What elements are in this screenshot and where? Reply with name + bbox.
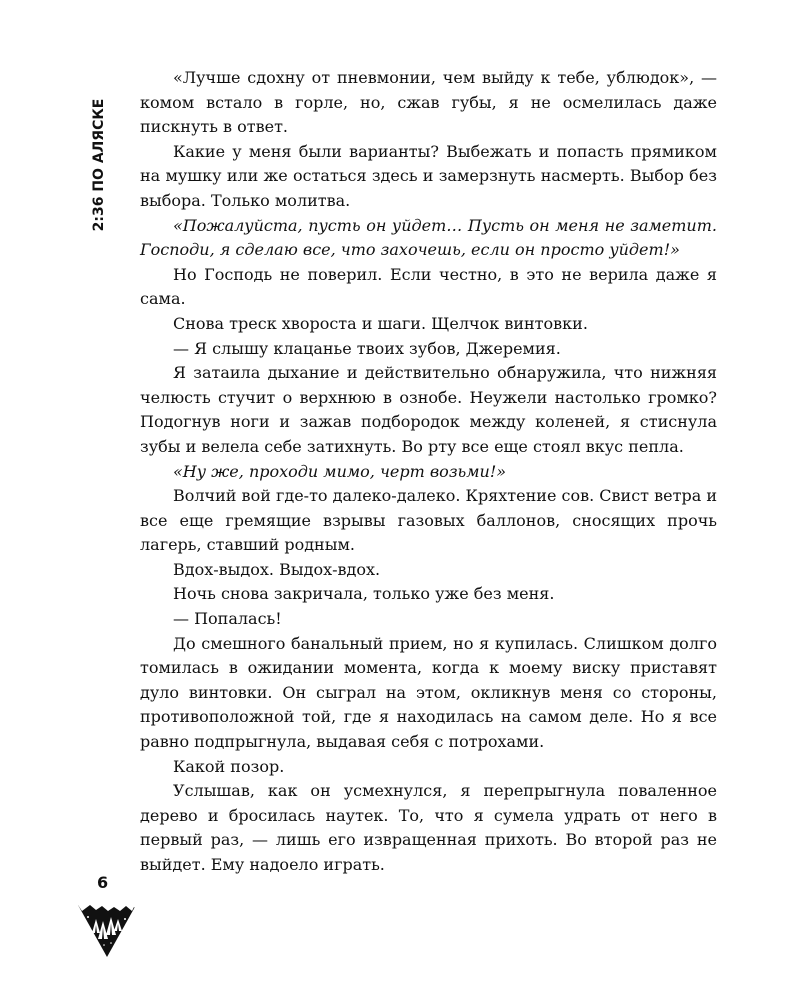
dialogue-line: — Я слышу клацанье твоих зубов, Джеремия. (173, 338, 561, 358)
paragraph: Ночь снова закричала, только уже без меня. (173, 584, 555, 604)
paragraph: Вдох-выдох. Выдох-вдох. (173, 559, 381, 579)
body-text (140, 66, 717, 878)
paragraph: До смешного банальный прием, но я купилась. Слишком долго томилась в ожидании момента, когда к моему виску приставят дуло винтовки. Он сыграл на этом, окликнув меня со стороны, противоположной той, где я находилась на самом деле. Но я все равно подпрыгнула, выдавая себя с потрохами. (140, 633, 717, 752)
paragraph: Волчий вой где-то далеко-далеко. Кряхтение сов. Свист ветра и все еще гремящие взрывы газовых баллонов, сносящих прочь лагерь, ставший родным. (140, 486, 717, 555)
paragraph-italic: «Пожалуйста, пусть он уйдет… Пусть он меня не заметит. Господи, я сделаю все, что захочешь, если он просто уйдет!» (140, 215, 717, 260)
paragraph-italic: «Ну же, проходи мимо, черт возьми!» (173, 461, 507, 481)
paragraph: Снова треск хвороста и шаги. Щелчок винтовки. (173, 313, 588, 333)
paragraph: Но Господь не поверил. Если честно, в это не верила даже я сама. (140, 264, 717, 309)
page-number: 6 (97, 873, 109, 892)
paragraph: Какие у меня были варианты? Выбежать и попасть прямиком на мушку или же остаться здесь и замерзнуть насмерть. Выбор без выбора. Только молитва. (140, 141, 717, 210)
paragraph: Услышав, как он усмехнулся, я перепрыгнула поваленное дерево и бросилась наутек. То, что я сумела удрать от него в первый раз, — лишь его извращенная прихоть. Во второй раз не выйдет. Ему надоело играть. (140, 781, 717, 874)
paragraph: «Лучше сдохну от пневмонии, чем выйду к тебе, ублюдок», — комом встало в горле, но, сжав губы, я не осмелилась даже пискнуть в ответ. (140, 68, 717, 137)
running-head: 2:36 ПО АЛЯСКЕ (91, 98, 107, 232)
paragraph: Какой позор. (173, 756, 285, 776)
dialogue-line: — Попалась! (173, 609, 282, 629)
forest-mountain-emblem-icon (78, 905, 136, 957)
paragraph: Я затаила дыхание и действительно обнаружила, что нижняя челюсть стучит о верхнюю в ознобе. Неужели настолько громко? Подогнув ноги и зажав подбородок между коленей, я стиснула зубы и велела себе затихнуть. Во рту все еще стоял вкус пепла. (140, 363, 717, 456)
